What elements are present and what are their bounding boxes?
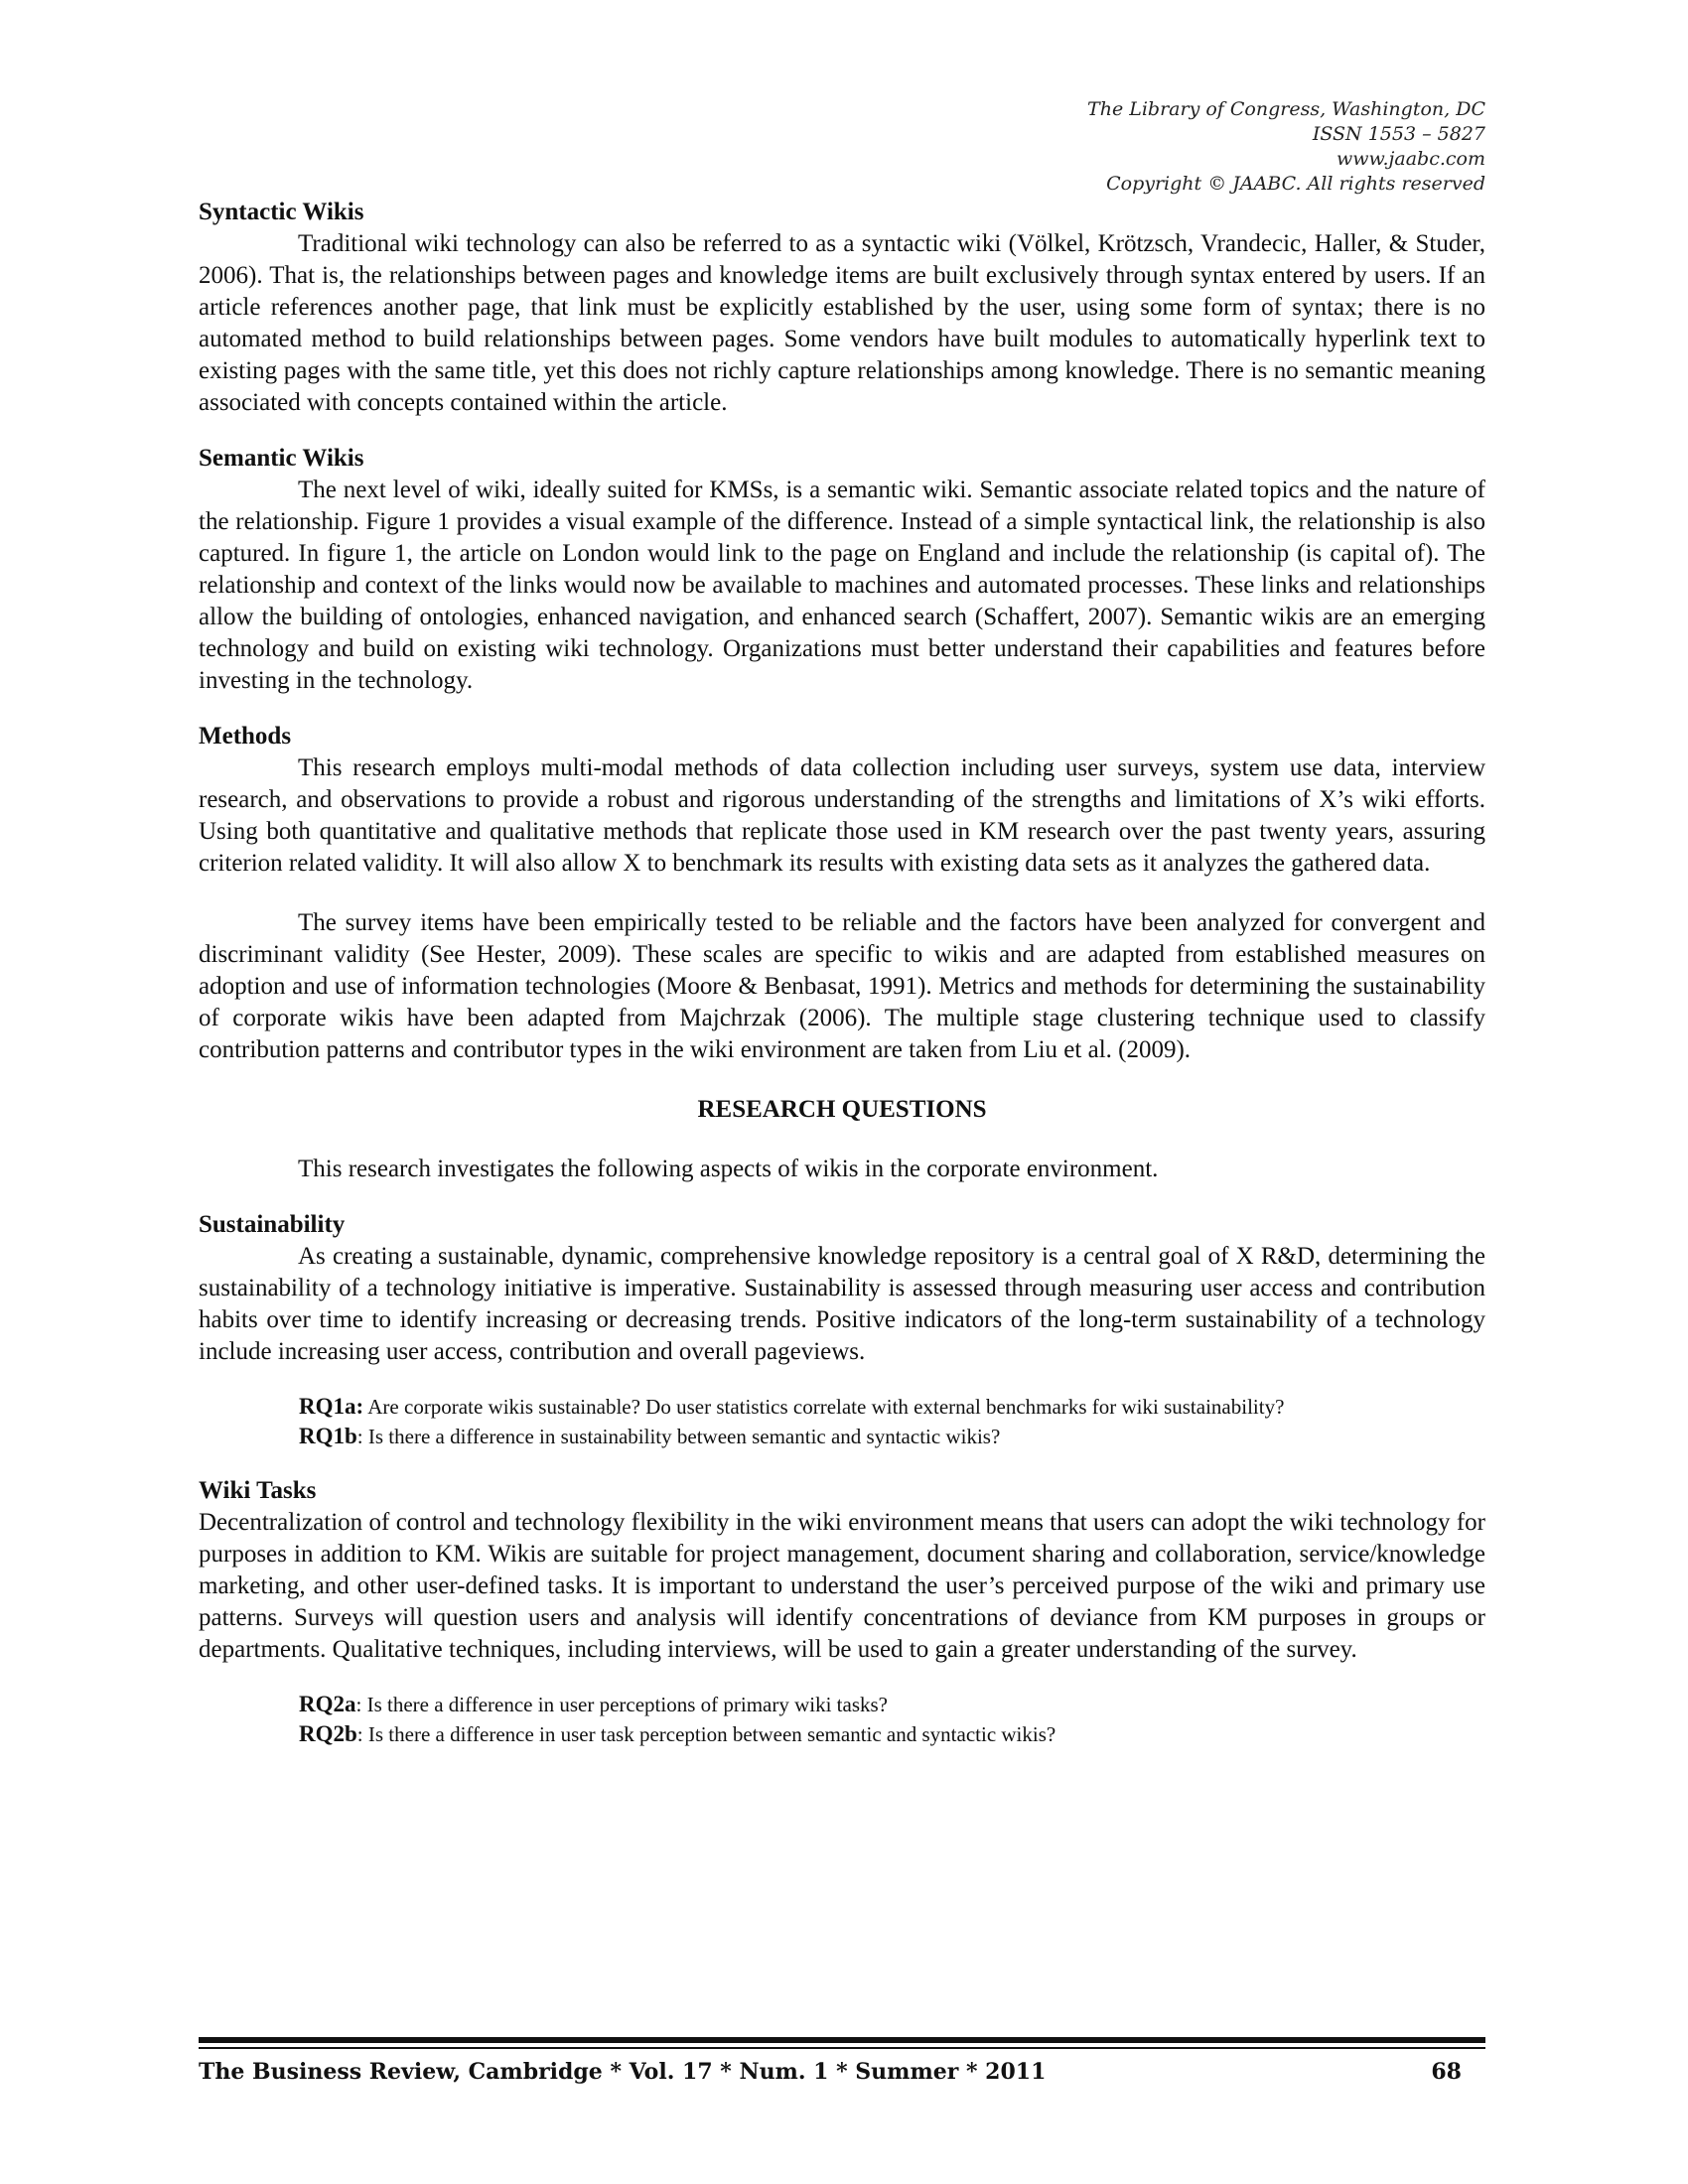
research-question-rq1b xyxy=(299,1422,1485,1451)
paragraph-research-questions: This research investigates the following aspects of wikis in the corporate environment. xyxy=(298,1156,1159,1182)
rq2a-label: RQ2a xyxy=(299,1692,356,1716)
rq2b-text: : Is there a difference in user task perception between semantic and syntactic wikis? xyxy=(356,1722,1056,1746)
footer-rule-thin xyxy=(199,2047,1485,2049)
heading-semantic-wikis: Semantic Wikis xyxy=(199,445,364,472)
heading-methods: Methods xyxy=(199,723,292,750)
rq1b-label: RQ1b xyxy=(299,1424,357,1448)
header-line-4: Copyright © JAABC. All rights reserved xyxy=(1106,173,1485,195)
footer-rule-thick xyxy=(199,2037,1485,2043)
research-question-rq1a xyxy=(299,1392,1485,1422)
heading-research-questions: RESEARCH QUESTIONS xyxy=(697,1096,987,1123)
paragraph-sustainability: As creating a sustainable, dynamic, comprehensive knowledge repository is a central goal of X R&D, determining the sustainability of a technology initiative is imperative. Sustainability is assessed through measuring user access and contribution habits over time to identify increasing or decreasing trends. Positive indicators of the long-term sustainability of a technology include increasing user access, contribution and overall pageviews. xyxy=(199,1243,1485,1365)
rq1a-label: RQ1a: xyxy=(299,1394,364,1419)
page-content xyxy=(199,97,1485,1749)
journal-header xyxy=(199,97,1485,197)
rq2a-text: : Is there a difference in user perceptions of primary wiki tasks? xyxy=(355,1693,888,1716)
header-line-1: The Library of Congress, Washington, DC xyxy=(1087,98,1485,120)
footer-page-number: 68 xyxy=(1431,2059,1462,2085)
rq2b-label: RQ2b xyxy=(299,1721,357,1746)
rq1a-text: Are corporate wikis sustainable? Do user statistics correlate with external benchmarks for wiki sustainability? xyxy=(363,1395,1285,1419)
paragraph-semantic: The next level of wiki, ideally suited for KMSs, is a semantic wiki. Semantic associate related topics and the nature of the relationship. Figure 1 provides a visual example of the difference. Instead of a simple syntactical link, the relationship is also captured. In figure 1, the article on London would link to the page on England and include the relationship (is capital of). The relationship and context of the links would now be available to machines and automated processes. These links and relationships allow the building of ontologies, enhanced navigation, and enhanced search (Schaffert, 2007). Semantic wikis are an emerging technology and build on existing wiki technology. Organizations must better understand their capabilities and features before investing in the technology. xyxy=(199,477,1485,694)
heading-wiki-tasks: Wiki Tasks xyxy=(199,1477,317,1504)
footer-journal-info: The Business Review, Cambridge * Vol. 17 * Num. 1 * Summer * 2011 xyxy=(199,2059,1047,2085)
header-line-3: www.jaabc.com xyxy=(1336,148,1485,170)
paragraph-wiki-tasks: Decentralization of control and technology flexibility in the wiki environment means that users can adopt the wiki technology for purposes in addition to KM. Wikis are suitable for project management, document sharing and collaboration, service/knowledge marketing, and other user-defined tasks. It is important to understand the user’s perceived purpose of the wiki and primary use patterns. Surveys will question users and analysis will identify concentrations of deviance from KM purposes in groups or departments. Qualitative techniques, including interviews, will be used to gain a greater understanding of the survey. xyxy=(199,1509,1485,1663)
page-footer xyxy=(199,2059,1462,2085)
research-question-rq2a xyxy=(299,1690,1485,1719)
research-question-rq2b xyxy=(299,1719,1485,1749)
rq1b-text: : Is there a difference in sustainability between semantic and syntactic wikis? xyxy=(356,1425,1001,1448)
paragraph-methods-1: This research employs multi-modal methods of data collection including user surveys, system use data, interview research, and observations to provide a robust and rigorous understanding of the strengths and limitations of X’s wiki efforts. Using both quantitative and qualitative methods that replicate those used in KM research over the past twenty years, assuring criterion related validity. It will also allow X to benchmark its results with existing data sets as it analyzes the gathered data. xyxy=(199,754,1485,877)
heading-syntactic-wikis: Syntactic Wikis xyxy=(199,199,364,225)
header-line-2: ISSN 1553 – 5827 xyxy=(1312,123,1485,145)
paragraph-syntactic: Traditional wiki technology can also be referred to as a syntactic wiki (Völkel, Krötzsch, Vrandecic, Haller, & Studer, 2006). That is, the relationships between pages and knowledge items are built exclusively through syntax entered by users. If an article references another page, that link must be explicitly established by the user, using some form of syntax; there is no automated method to build relationships between pages. Some vendors have built modules to automatically hyperlink text to existing pages with the same title, yet this does not richly capture relationships among knowledge. There is no semantic meaning associated with concepts contained within the article. xyxy=(199,230,1485,416)
heading-sustainability: Sustainability xyxy=(199,1211,346,1238)
paragraph-methods-2: The survey items have been empirically tested to be reliable and the factors have been analyzed for convergent and discriminant validity (See Hester, 2009). These scales are specific to wikis and are adapted from established measures on adoption and use of information technologies (Moore & Benbasat, 1991). Metrics and methods for determining the sustainability of corporate wikis have been adapted from Majchrzak (2006). The multiple stage clustering technique used to classify contribution patterns and contributor types in the wiki environment are taken from Liu et al. (2009). xyxy=(199,909,1485,1063)
